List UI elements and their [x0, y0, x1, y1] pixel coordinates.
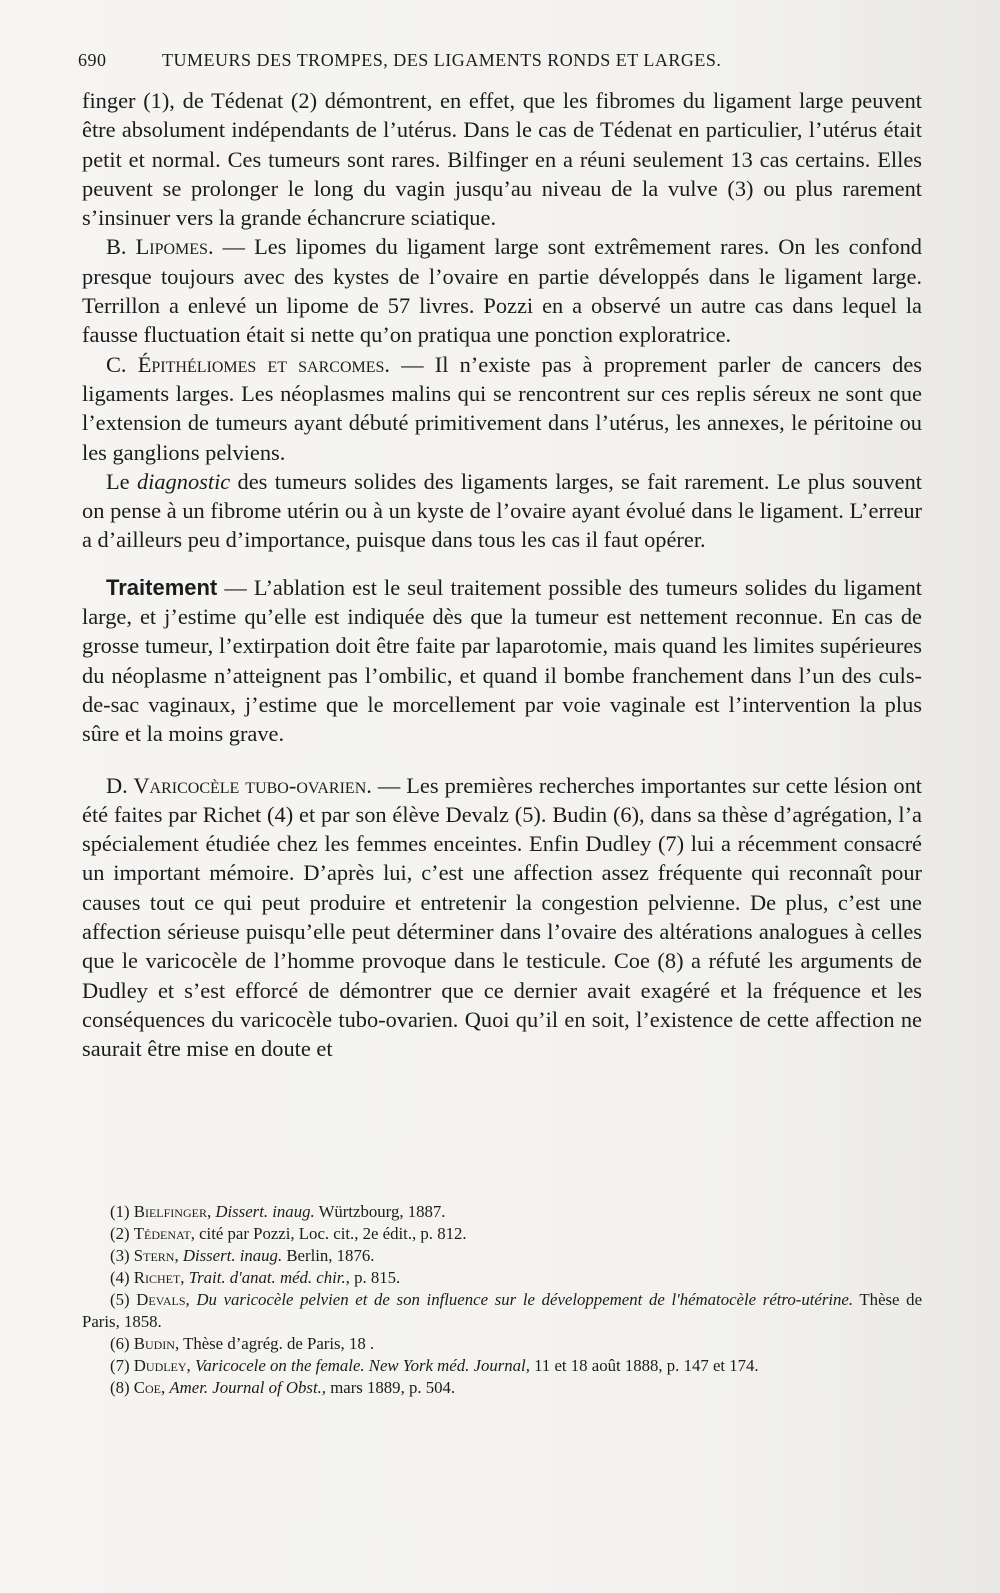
- footnote-author: Devals,: [136, 1290, 190, 1309]
- section-text-lipomes: — Les lipomes du ligament large sont extrêmement rares. On les confond presque toujours avec des kystes de l’ovaire en partie développés dans le ligament large. Terrillon a enlevé un lipome de 57 livres. Pozzi en a observé un autre cas dans lequel la fausse fluctuation était si nette qu’on pratiqua une ponction exploratrice.: [82, 234, 922, 348]
- section-text-epitheliomes: — Il n’existe pas à proprement parler de cancers des ligaments larges. Les néoplasmes malins qui se rencontrent sur ces replis séreux ne sont que l’extension de tumeurs ayant débuté primitivement dans l’utérus, les annexes, le péritoine ou les ganglions pelviens.: [82, 351, 923, 465]
- diagnostic-term: diagnostic: [136, 468, 231, 494]
- footnote-rest: Thèse de Paris, 1858.: [82, 1290, 923, 1331]
- paragraph-fibromes-continued: finger (1), de Tédenat (2) démontrent, en effet, que les fibromes du ligament large peuvent être absolument indépendants de l’utérus. Dans le cas de Tédenat en particulier, l’utérus était petit et normal. Ces tumeurs sont rares. Bilfinger en a réuni seulement 13 cas certains. Elles peuvent se prolonger le long du vagin jusqu’au niveau de la vulve (3) ou plus rarement s’insinuer vers la grande échancrure sciatique.: [82, 88, 922, 231]
- footnote-mark: (7): [110, 1356, 130, 1375]
- section-epitheliomes: [82, 350, 922, 467]
- footnotes: [82, 1201, 922, 1399]
- section-label-varicocele: D. Varicocèle tubo-ovarien.: [106, 772, 372, 798]
- page-number: 690: [78, 50, 107, 70]
- footnote-mark: (5): [110, 1290, 130, 1309]
- footnote-mark: (4): [110, 1268, 130, 1287]
- footnote-rest: Thèse d’agrég. de Paris, 18 .: [179, 1334, 375, 1353]
- footnote-author: Richet,: [133, 1268, 185, 1287]
- footnote-rest: , p. 815.: [345, 1268, 401, 1287]
- footnote-mark: (6): [110, 1334, 130, 1353]
- footnote: [82, 1377, 922, 1399]
- footnote-rest: Würtzbourg, 1887.: [314, 1202, 446, 1221]
- footnote-mark: (1): [110, 1202, 130, 1221]
- section-text-traitement: — L’ablation est le seul traitement possible des tumeurs solides du ligament large, et j’estime qu’elle est indiquée dès que la tumeur est nettement reconnue. En cas de grosse tumeur, l’extirpation doit être faite par laparotomie, mais quand les limites supérieures du néoplasme n’atteignent pas l’ombilic, et quand il bombe franchement dans l’un des culs-de-sac vaginaux, j’estime que le morcellement par voie vaginale est l’intervention la plus sûre et la moins grave.: [82, 574, 922, 747]
- footnote-rest: cité par Pozzi, Loc. cit., 2e édit., p. 812.: [194, 1224, 467, 1243]
- footnote-author: Coe,: [133, 1378, 166, 1397]
- footnote-author: Dudley,: [133, 1356, 191, 1375]
- footnote: [82, 1267, 922, 1289]
- section-label-traitement: Traitement: [106, 574, 218, 600]
- footnote-author: Tédenat,: [133, 1224, 195, 1243]
- diagnostic-text: des tumeurs solides des ligaments larges, se fait rarement. Le plus souvent on pense à un fibrome utérin ou à un kyste de l’ovaire ayant évolué dans le ligament. L’erreur a d’ailleurs peu d’importance, puisque dans tous les cas il faut opérer.: [82, 468, 922, 553]
- footnote: [82, 1333, 922, 1355]
- footnote-title: Dissert. inaug.: [182, 1246, 283, 1265]
- section-label-lipomes: B. Lipomes.: [106, 234, 214, 260]
- section-lipomes: [82, 232, 922, 349]
- main-text: [82, 86, 922, 1064]
- footnote: [82, 1201, 922, 1223]
- footnote: [82, 1355, 922, 1377]
- diagnostic-lead: Le: [106, 468, 137, 494]
- footnote-title: Dissert. inaug.: [215, 1202, 315, 1221]
- footnote-mark: (2): [110, 1224, 130, 1243]
- footnote-mark: (3): [110, 1246, 130, 1265]
- section-label-epitheliomes: C. Épithéliomes et sarcomes.: [106, 351, 391, 377]
- paragraph-diagnostic: [82, 467, 922, 555]
- footnote-rest: mars 1889, p. 504.: [326, 1378, 456, 1397]
- footnote-mark: (8): [110, 1378, 130, 1397]
- footnote: [82, 1245, 922, 1267]
- section-text-varicocele: — Les premières recherches importantes sur cette lésion ont été faites par Richet (4) et par son élève Devalz (5). Budin (6), dans sa thèse d’agrégation, l’a spécialement étudiée chez les femmes enceintes. Enfin Dudley (7) lui a récemment consacré un important mémoire. D’après lui, c’est une affection assez fréquente qui reconnaît pour causes tout ce qui peut produire et entretenir la congestion pelvienne. De plus, c’est une affection sérieuse puisqu’elle peut déterminer dans l’ovaire des altérations analogues à celles que le varicocèle de l’homme provoque dans le testicule. Coe (8) a réfuté les arguments de Dudley et s’est efforcé de démontrer que ce dernier avait exagéré et la fréquence et les conséquences du varicocèle tubo-ovarien. Quoi qu’il en soit, l’existence de cette affection ne saurait être mise en doute et: [82, 772, 922, 1062]
- footnote-rest: 11 et 18 août 1888, p. 147 et 174.: [529, 1356, 759, 1375]
- section-traitement: [82, 573, 922, 749]
- footnote-title: Varicocele on the female. New York méd. Journal,: [194, 1356, 530, 1375]
- footnote-title: Du varicocèle pelvien et de son influence sur le développement de l'hématocèle rétro-utérine.: [196, 1290, 854, 1309]
- footnote-author: Stern,: [133, 1246, 179, 1265]
- section-varicocele: [82, 771, 922, 1064]
- footnote-rest: Berlin, 1876.: [282, 1246, 375, 1265]
- footnote: [82, 1289, 922, 1333]
- footnote-author: Bielfinger,: [133, 1202, 212, 1221]
- footnote-title: Amer. Journal of Obst.,: [169, 1378, 326, 1397]
- footnote-title: Trait. d'anat. méd. chir.: [188, 1268, 346, 1287]
- footnote-author: Budin,: [133, 1334, 180, 1353]
- running-title: TUMEURS DES TROMPES, DES LIGAMENTS RONDS ET LARGES.: [162, 50, 722, 70]
- footnote: [82, 1223, 922, 1245]
